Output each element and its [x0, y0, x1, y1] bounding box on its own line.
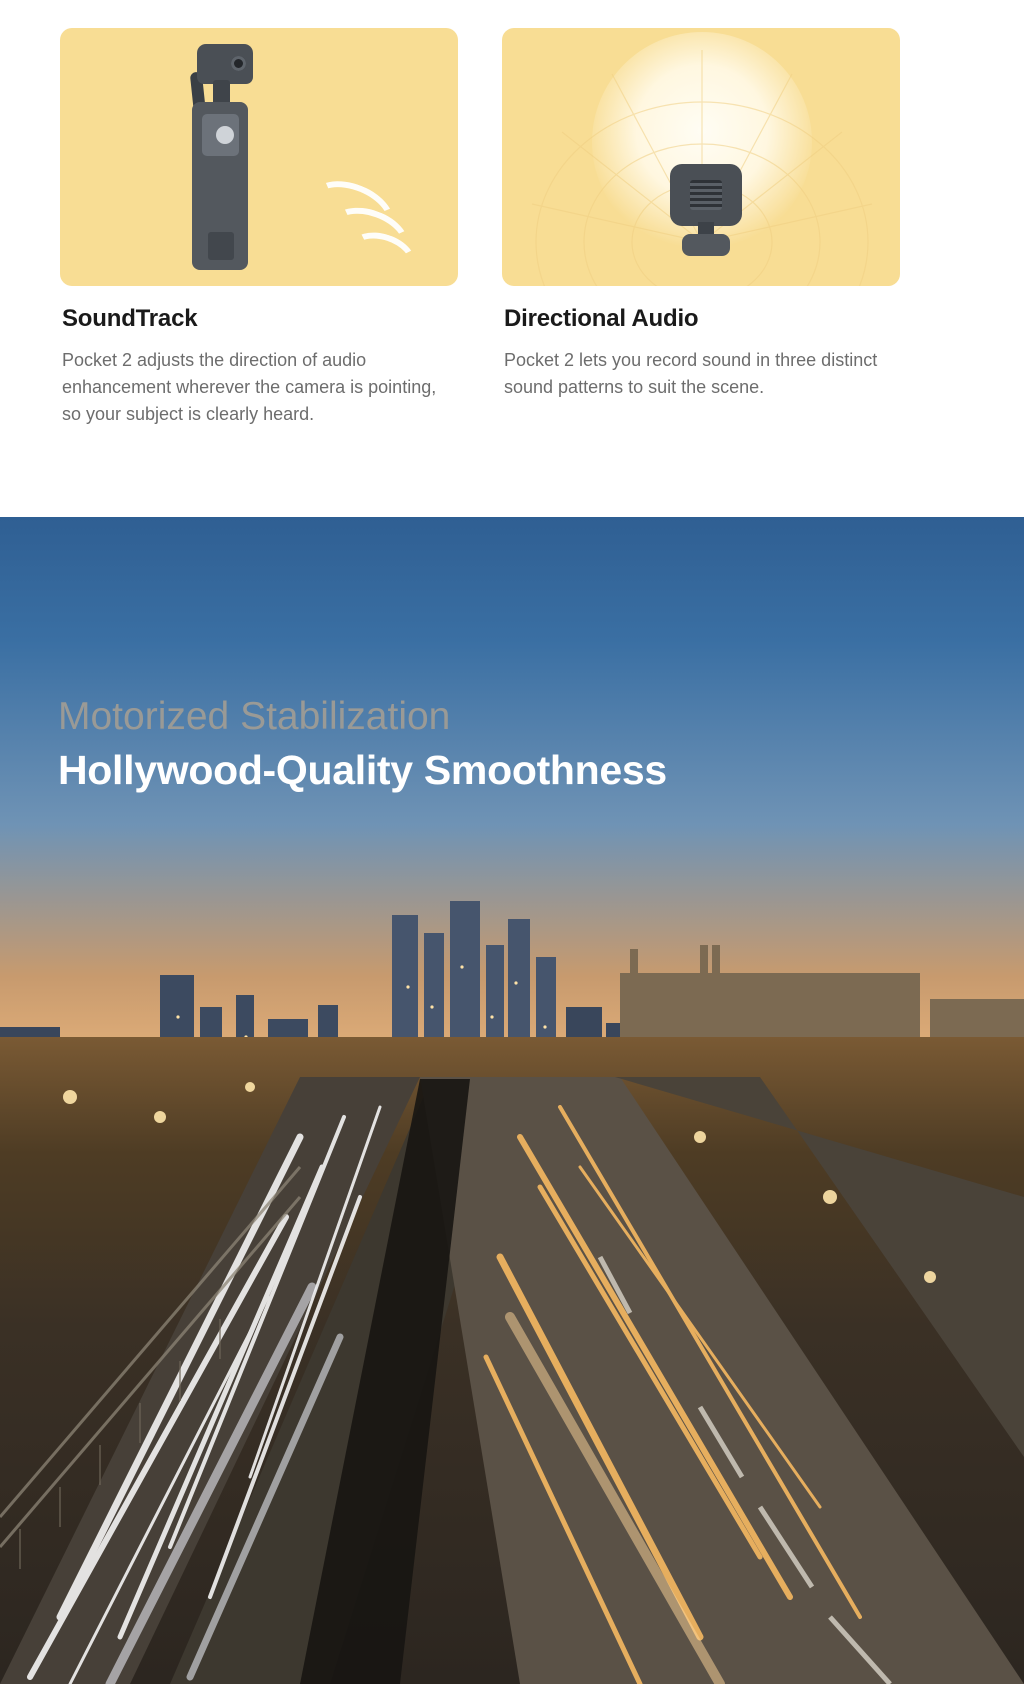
- feature-description: Pocket 2 lets you record sound in three distinct sound patterns to suit the scene.: [504, 350, 878, 397]
- camera-grip: [208, 232, 234, 260]
- feature-card-soundtrack: [60, 28, 458, 428]
- feature-description: Pocket 2 adjusts the direction of audio enhancement wherever the camera is pointing, so your subject is clearly heard.: [62, 350, 437, 424]
- camera-screen-dot: [216, 126, 234, 144]
- hero-title: Hollywood-Quality Smoothness: [58, 746, 667, 793]
- hero-text-block: [58, 695, 667, 795]
- soundtrack-illustration: [60, 28, 458, 286]
- feature-cards-section: [0, 0, 1024, 428]
- directional-audio-illustration: [502, 28, 900, 286]
- feature-title: Directional Audio: [504, 305, 699, 332]
- microphone-grille: [690, 180, 722, 210]
- hero-banner: [0, 517, 1024, 1684]
- hero-eyebrow: Motorized Stabilization: [58, 695, 451, 738]
- feature-card-directional-audio: [502, 28, 900, 428]
- microphone-base: [682, 234, 730, 256]
- handheld-gimbal-camera-icon: [164, 44, 274, 272]
- gimbal-camera-head: [197, 44, 253, 84]
- road-light-trails: [0, 1077, 1024, 1684]
- feature-title: SoundTrack: [62, 305, 198, 332]
- directional-microphone-icon: [670, 164, 742, 268]
